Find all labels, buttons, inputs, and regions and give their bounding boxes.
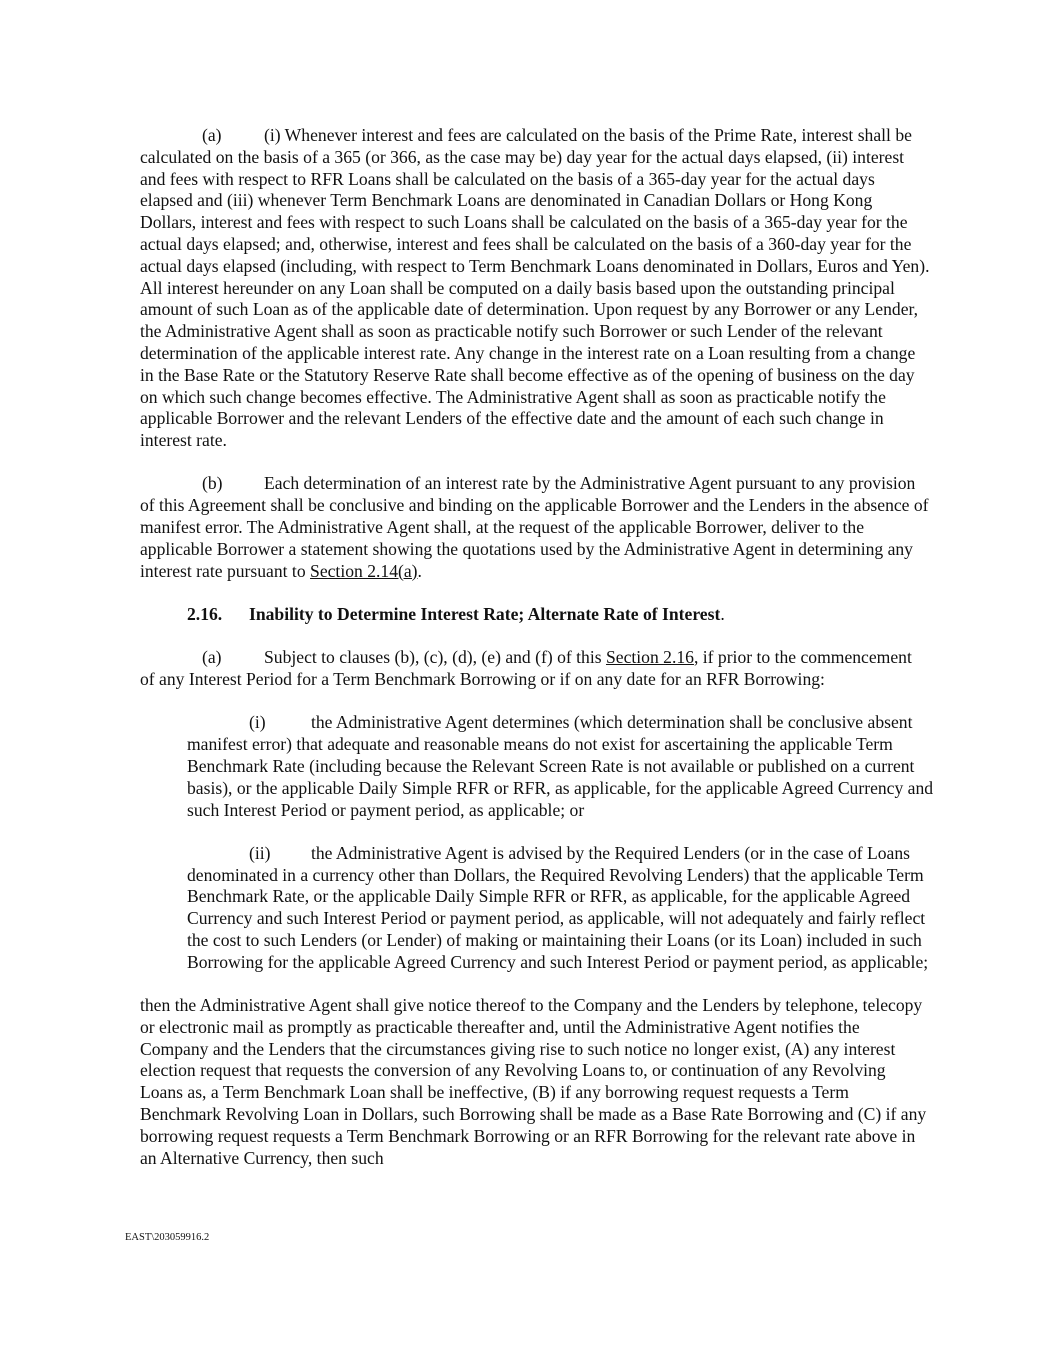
paragraph-b-label: (b) (202, 473, 223, 494)
section-2-16-reference[interactable]: Section 2.16 (605, 647, 694, 668)
paragraph-a-label: (a) (202, 125, 222, 145)
paragraph-2-16-a: (a) Subject to clauses (b), (c), (d), (e) and (f) of this Section 2.16, if prior to the commencement of any Interest Period for a Term Benchmark Borrowing or if on any date for an RFR Borrowing: (140, 647, 912, 690)
paragraph-then: then the Administrative Agent shall give notice thereof to the Company and the Lenders by telephone, telecopy or electronic mail as promptly as practicable thereafter and, until the Administrative Agent notifies the Company and the Lenders that the circumstances giving rise to such notice no longer exist, (A) any interest election request that requests the conversion of any Revolving Loans to, or continuation of any Revolving Loans as, a Term Benchmark Loan shall be ineffective, (B) if any borrowing request requests a Term Benchmark Revolving Loan in Dollars, such Borrowing shall be made as a Base Rate Borrowing and (C) if any borrowing request requests a Term Benchmark Borrowing or an RFR Borrowing for the relevant rate above in an Alternative Currency, then such (140, 995, 927, 1168)
section-heading: 2.16. Inability to Determine Interest Rate; Alternate Rate of Interest. (187, 603, 725, 624)
section-2-14a-reference[interactable]: Section 2.14(a) (310, 560, 418, 581)
paragraph-a (140, 125, 930, 452)
section-number: 2.16. (187, 603, 223, 624)
document-page (140, 125, 934, 1169)
subparagraph-i-text: the Administrative Agent determines (which determination shall be conclusive absent manifest error) that adequate and reasonable means do not exist for ascertaining the applicable Term Benchmark Rate (including because the Relevant Screen Rate is not available or published on a current basis), or the applicable Daily Simple RFR or RFR, as applicable, for the applicable Agreed Currency and such Interest Period or payment period, as applicable; or (187, 712, 934, 820)
paragraph-b-text: Each determination of an interest rate by the Administrative Agent pursuant to any provision of this Agreement shall be conclusive and binding on the applicable Borrower and the Lenders in the absence of manifest error. The Administrative Agent shall, at the request of the applicable Borrower, deliver to the applicable Borrower a statement showing the quotations used by the Administrative Agent in determining any interest rate pursuant to (140, 473, 929, 581)
subparagraph-i (187, 712, 937, 821)
paragraph-b: (b) Each determination of an interest rate by the Administrative Agent pursuant to any provision of this Agreement shall be conclusive and binding on the applicable Borrower and the Lenders in the absence of manifest error. The Administrative Agent shall, at the request of the applicable Borrower, deliver to the applicable Borrower a statement showing the quotations used by the Administrative Agent in determining any interest rate pursuant to Section 2.14(a). (140, 473, 929, 581)
subparagraph-ii-text: the Administrative Agent is advised by the Required Lenders (or in the case of Loans denominated in a currency other than Dollars, the Required Revolving Lenders) that the applicable Term Benchmark Rate, or the applicable Daily Simple RFR or RFR, as applicable, for the applicable Agreed Currency and such Interest Period or payment period, as applicable, will not adequately and fairly reflect the cost to such Lenders (or Lender) of making or maintaining their Loans (or its Loan) included in such Borrowing for the applicable Agreed Currency and such Interest Period or payment period, as applicable; (187, 842, 929, 972)
document-id-footer: EAST\203059916.2 (125, 1232, 210, 1243)
paragraph-a-text: (i) Whenever interest and fees are calculated on the basis of the Prime Rate, interest shall be calculated on the basis of a 365 (or 366, as the case may be) day year for the actual days elapsed, (ii) interest and fees with respect to RFR Loans shall be calculated on the basis of a 365-day year for the actual days elapsed and (iii) whenever Term Benchmark Loans are denominated in Canadian Dollars or Hong Kong Dollars, interest and fees with respect to such Loans shall be calculated on the basis of a 365-day year for the actual days elapsed; and, otherwise, interest and fees shall be calculated on the basis of a 360-day year for the actual days elapsed (including, with respect to Term Benchmark Loans denominated in Dollars, Euros and Yen). All interest hereunder on any Loan shall be computed on a daily basis based upon the outstanding principal amount of such Loan as of the applicable date of determination. Upon request by any Borrower or any Lender, the Administrative Agent shall as soon as practicable notify such Borrower or such Lender of the relevant determination of the applicable interest rate. Any change in the interest rate on a Loan resulting from a change in the Base Rate or the Statutory Reserve Rate shall become effective as of the opening of business on the day on which such change becomes effective. The Administrative Agent shall as soon as practicable notify the applicable Borrower and the relevant Lenders of the effective date and the amount of each such change in interest rate. (140, 125, 930, 451)
subparagraph-i-label: (i) (249, 712, 266, 733)
subparagraph-ii (187, 843, 937, 974)
paragraph-2-16-a-label: (a) (202, 647, 222, 668)
section-title: Inability to Determine Interest Rate; Alternate Rate of Interest (249, 603, 721, 624)
subparagraph-ii-label: (ii) (249, 842, 271, 863)
